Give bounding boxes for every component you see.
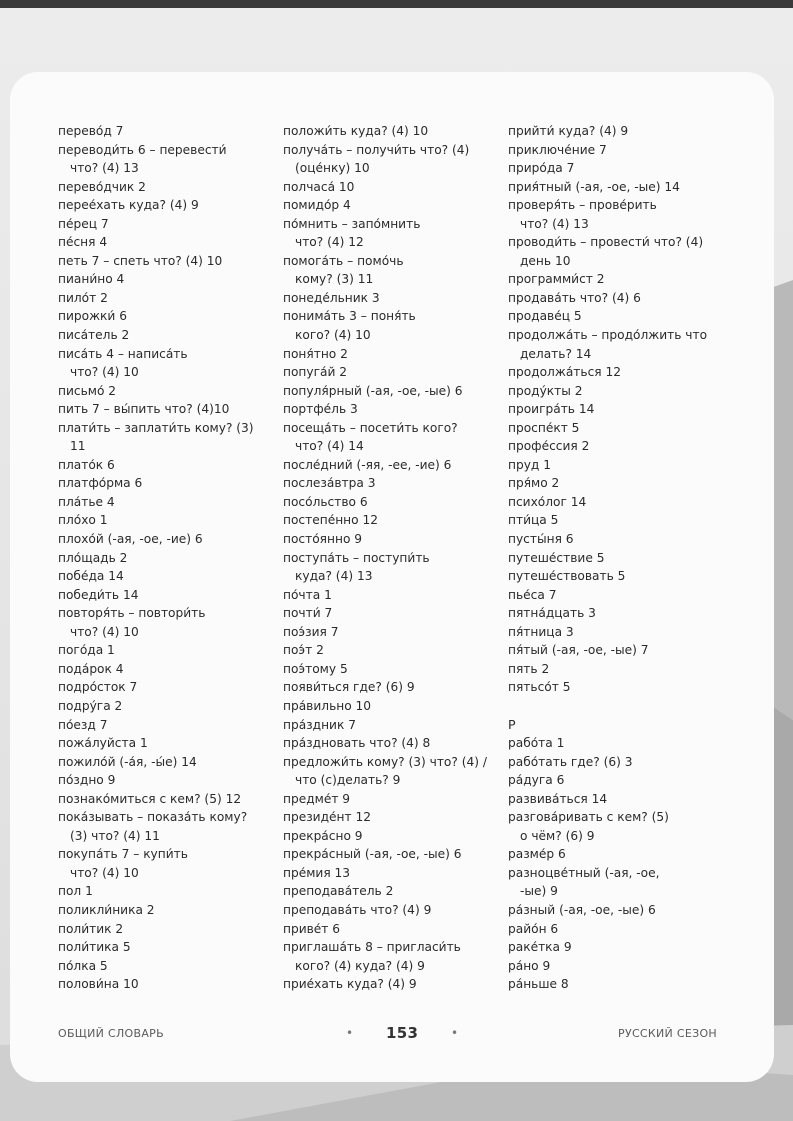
dictionary-entry: по́езд 7 <box>58 717 108 732</box>
dictionary-entry: подру́га 2 <box>58 698 123 713</box>
dictionary-entry: продолжа́ться 12 <box>508 365 621 380</box>
entry-continuation: что? (4) 10 <box>70 865 139 880</box>
entry-continuation: кому? (3) 11 <box>295 272 374 287</box>
entry-continuation: о чём? (6) 9 <box>520 828 595 843</box>
entry-continuation: что (с)делать? 9 <box>295 773 401 788</box>
dictionary-entry: рабо́тать где? (6) 3 <box>508 754 633 769</box>
dictionary-entry: популя́рный (-ая, -ое, -ые) 6 <box>283 383 463 398</box>
dictionary-entry: президе́нт 12 <box>283 810 371 825</box>
dictionary-entry: по́чта 1 <box>283 587 332 602</box>
dictionary-entry: поэ́т 2 <box>283 643 324 658</box>
dictionary-entry: пожа́луйста 1 <box>58 736 148 751</box>
dictionary-entry: плати́ть – заплати́ть кому? (3) <box>58 420 254 435</box>
dictionary-entry: приве́т 6 <box>283 921 341 936</box>
dictionary-entry: пусты́ня 6 <box>508 532 574 547</box>
dictionary-entry: разме́р 6 <box>508 847 566 862</box>
dictionary-entry: помога́ть – помо́чь <box>283 253 404 268</box>
entry-continuation: -ые) 9 <box>520 884 558 899</box>
dictionary-entry: пти́ца 5 <box>508 513 559 528</box>
dictionary-entry: перево́дчик 2 <box>58 179 146 194</box>
dictionary-entry: пятна́дцать 3 <box>508 606 596 621</box>
dictionary-entry: рабо́та 1 <box>508 736 565 751</box>
dictionary-entry: писа́тель 2 <box>58 328 130 343</box>
dictionary-entry: пя́тница 3 <box>508 624 574 639</box>
dictionary-entry: поли́тик 2 <box>58 921 124 936</box>
dictionary-entry: письмо́ 2 <box>58 383 117 398</box>
dictionary-entry: пого́да 1 <box>58 643 115 658</box>
dictionary-entry: попуга́й 2 <box>283 365 348 380</box>
dictionary-entry: преподава́ть что? (4) 9 <box>283 902 432 917</box>
dictionary-entry: пя́тый (-ая, -ое, -ые) 7 <box>508 643 649 658</box>
dictionary-entry: продолжа́ть – продо́лжить что <box>508 328 708 343</box>
dictionary-entry: преподава́тель 2 <box>283 884 394 899</box>
dictionary-entry: познако́миться с кем? (5) 12 <box>58 791 242 806</box>
dictionary-entry: проводи́ть – провести́ что? (4) <box>508 235 704 250</box>
dictionary-entry: пруд 1 <box>508 457 551 472</box>
dictionary-entry: по́мнить – запо́мнить <box>283 216 421 231</box>
dictionary-entry: после́дний (-яя, -ее, -ие) 6 <box>283 457 452 472</box>
dictionary-entry: портфе́ль 3 <box>283 402 358 417</box>
dictionary-entry: перево́д 7 <box>58 124 124 138</box>
entry-continuation: кого? (4) куда? (4) 9 <box>295 958 425 973</box>
dictionary-entry: прие́хать куда? (4) 9 <box>283 977 417 992</box>
entry-continuation: что? (4) 10 <box>70 624 139 639</box>
dictionary-column-1 <box>58 122 273 994</box>
dictionary-entry: пло́хо 1 <box>58 513 108 528</box>
dictionary-entry: пра́здник 7 <box>283 717 356 732</box>
dictionary-entry: поликли́ника 2 <box>58 902 155 917</box>
dictionary-entry: пода́рок 4 <box>58 661 124 676</box>
dictionary-entry: пол 1 <box>58 884 93 899</box>
dictionary-entry: побе́да 14 <box>58 569 124 584</box>
dictionary-entry: пожило́й (-а́я, -ы́е) 14 <box>58 754 197 769</box>
dictionary-entry: раке́тка 9 <box>508 940 572 955</box>
dictionary-entry: профе́ссия 2 <box>508 439 590 454</box>
dictionary-entry: прекра́сный (-ая, -ое, -ые) 6 <box>283 847 462 862</box>
dictionary-entry: пье́са 7 <box>508 587 557 602</box>
dictionary-entry: пило́т 2 <box>58 290 108 305</box>
dictionary-entry: проспе́кт 5 <box>508 420 580 435</box>
dictionary-entry: продава́ть что? (4) 6 <box>508 290 641 305</box>
dictionary-entry: писа́ть 4 – написа́ть <box>58 346 188 361</box>
dictionary-entry: приключе́ние 7 <box>508 142 607 157</box>
dictionary-entry: петь 7 – спеть что? (4) 10 <box>58 253 223 268</box>
dictionary-entry: платфо́рма 6 <box>58 476 143 491</box>
dictionary-entry: психо́лог 14 <box>508 494 587 509</box>
dictionary-entry: разноцве́тный (-ая, -ое, <box>508 865 660 880</box>
dictionary-entry: положи́ть куда? (4) 10 <box>283 124 429 138</box>
dictionary-entry: продаве́ц 5 <box>508 309 582 324</box>
dictionary-entry: постепе́нно 12 <box>283 513 378 528</box>
entry-spacer <box>508 697 723 716</box>
dictionary-entry: пирожки́ 6 <box>58 309 127 324</box>
dictionary-entry: почти́ 7 <box>283 606 333 621</box>
dictionary-entry: проду́кты 2 <box>508 383 583 398</box>
dictionary-entry: пря́мо 2 <box>508 476 560 491</box>
dictionary-entry: поли́тика 5 <box>58 940 131 955</box>
entry-continuation: что? (4) 14 <box>295 439 364 454</box>
dictionary-entry: посеща́ть – посети́ть кого? <box>283 420 458 435</box>
entry-continuation: день 10 <box>520 253 571 268</box>
dictionary-entry: пра́вильно 10 <box>283 698 372 713</box>
dictionary-entry: пла́тье 4 <box>58 494 115 509</box>
dictionary-entry: посто́янно 9 <box>283 532 363 547</box>
dictionary-entry: плато́к 6 <box>58 457 115 472</box>
dictionary-entry: появи́ться где? (6) 9 <box>283 680 415 695</box>
dictionary-entry: приро́да 7 <box>508 161 575 176</box>
dictionary-entry: пятьсо́т 5 <box>508 680 571 695</box>
dictionary-entry: ра́но 9 <box>508 958 551 973</box>
dictionary-entry: пра́здновать что? (4) 8 <box>283 736 431 751</box>
dictionary-entry: полчаса́ 10 <box>283 179 355 194</box>
dictionary-entry: проверя́ть – прове́рить <box>508 198 657 213</box>
dictionary-entry: путеше́ствие 5 <box>508 550 605 565</box>
dictionary-entry: победи́ть 14 <box>58 587 139 602</box>
dictionary-entry: понима́ть 3 – поня́ть <box>283 309 416 324</box>
dictionary-entry: поэ́зия 7 <box>283 624 339 639</box>
entry-continuation: (оце́нку) 10 <box>295 161 370 176</box>
dictionary-entry: покупа́ть 7 – купи́ть <box>58 847 188 862</box>
dictionary-entry: ра́дуга 6 <box>508 773 565 788</box>
dictionary-entry: прекра́сно 9 <box>283 828 363 843</box>
dictionary-column-2 <box>283 122 498 994</box>
dictionary-entry: пе́рец 7 <box>58 216 109 231</box>
dictionary-entry: плохо́й (-ая, -ое, -ие) 6 <box>58 532 203 547</box>
dictionary-entry: подро́сток 7 <box>58 680 138 695</box>
footer-separator-right: • <box>451 1026 459 1040</box>
dictionary-entry: получа́ть – получи́ть что? (4) <box>283 142 470 157</box>
page-number: 153 <box>386 1024 419 1042</box>
dictionary-entry: поэ́тому 5 <box>283 661 348 676</box>
footer-book-section: ОБЩИЙ СЛОВАРЬ <box>58 1027 164 1040</box>
dictionary-entry: поступа́ть – поступи́ть <box>283 550 430 565</box>
entry-continuation: куда? (4) 13 <box>295 569 373 584</box>
dictionary-entry: послеза́втра 3 <box>283 476 376 491</box>
section-letter: Р <box>508 716 516 732</box>
dictionary-entry: проигра́ть 14 <box>508 402 595 417</box>
dictionary-entry: предме́т 9 <box>283 791 351 806</box>
entry-continuation: делать? 14 <box>520 346 592 361</box>
dictionary-entry: посо́льство 6 <box>283 494 368 509</box>
footer-separator-left: • <box>346 1026 354 1040</box>
dictionary-entry: пе́сня 4 <box>58 235 108 250</box>
dictionary-entry: ра́ньше 8 <box>508 977 569 992</box>
dictionary-entry: полови́на 10 <box>58 977 139 992</box>
dictionary-entry: помидо́р 4 <box>283 198 351 213</box>
dictionary-entry: пить 7 – вы́пить что? (4)10 <box>58 402 230 417</box>
dictionary-entry: предложи́ть кому? (3) что? (4) / <box>283 754 487 769</box>
dictionary-entry: прия́тный (-ая, -ое, -ые) 14 <box>508 179 680 194</box>
dictionary-entry: пять 2 <box>508 661 550 676</box>
dictionary-entry: перее́хать куда? (4) 9 <box>58 198 199 213</box>
footer-book-title: РУССКИЙ СЕЗОН <box>618 1027 717 1040</box>
dictionary-entry: по́лка 5 <box>58 958 108 973</box>
entry-continuation: что? (4) 12 <box>295 235 364 250</box>
dictionary-entry: развива́ться 14 <box>508 791 608 806</box>
dictionary-entry: прийти́ куда? (4) 9 <box>508 124 629 138</box>
dictionary-entry: ра́зный (-ая, -ое, -ые) 6 <box>508 902 656 917</box>
dictionary-entry: путеше́ствовать 5 <box>508 569 626 584</box>
entry-continuation: кого? (4) 10 <box>295 328 371 343</box>
dictionary-entry: пло́щадь 2 <box>58 550 128 565</box>
dictionary-entry: приглаша́ть 8 – пригласи́ть <box>283 940 461 955</box>
dictionary-entry: пока́зывать – показа́ть кому? <box>58 810 248 825</box>
dictionary-entry: пиани́но 4 <box>58 272 125 287</box>
dictionary-entry: повторя́ть – повтори́ть <box>58 606 206 621</box>
dictionary-entry: поня́тно 2 <box>283 346 348 361</box>
entry-continuation: что? (4) 13 <box>70 161 139 176</box>
dictionary-entry: райо́н 6 <box>508 921 559 936</box>
entry-continuation: что? (4) 13 <box>520 216 589 231</box>
dictionary-entry: переводи́ть 6 – перевести́ <box>58 142 227 157</box>
dictionary-entry: программи́ст 2 <box>508 272 605 287</box>
dictionary-entry: по́здно 9 <box>58 773 116 788</box>
entry-continuation: что? (4) 10 <box>70 365 139 380</box>
dictionary-entry: разгова́ривать с кем? (5) <box>508 810 669 825</box>
entry-continuation: 11 <box>70 439 86 454</box>
dictionary-entry: понеде́льник 3 <box>283 290 380 305</box>
dictionary-entry: пре́мия 13 <box>283 865 351 880</box>
dictionary-column-3 <box>508 122 723 994</box>
entry-continuation: (3) что? (4) 11 <box>70 828 160 843</box>
